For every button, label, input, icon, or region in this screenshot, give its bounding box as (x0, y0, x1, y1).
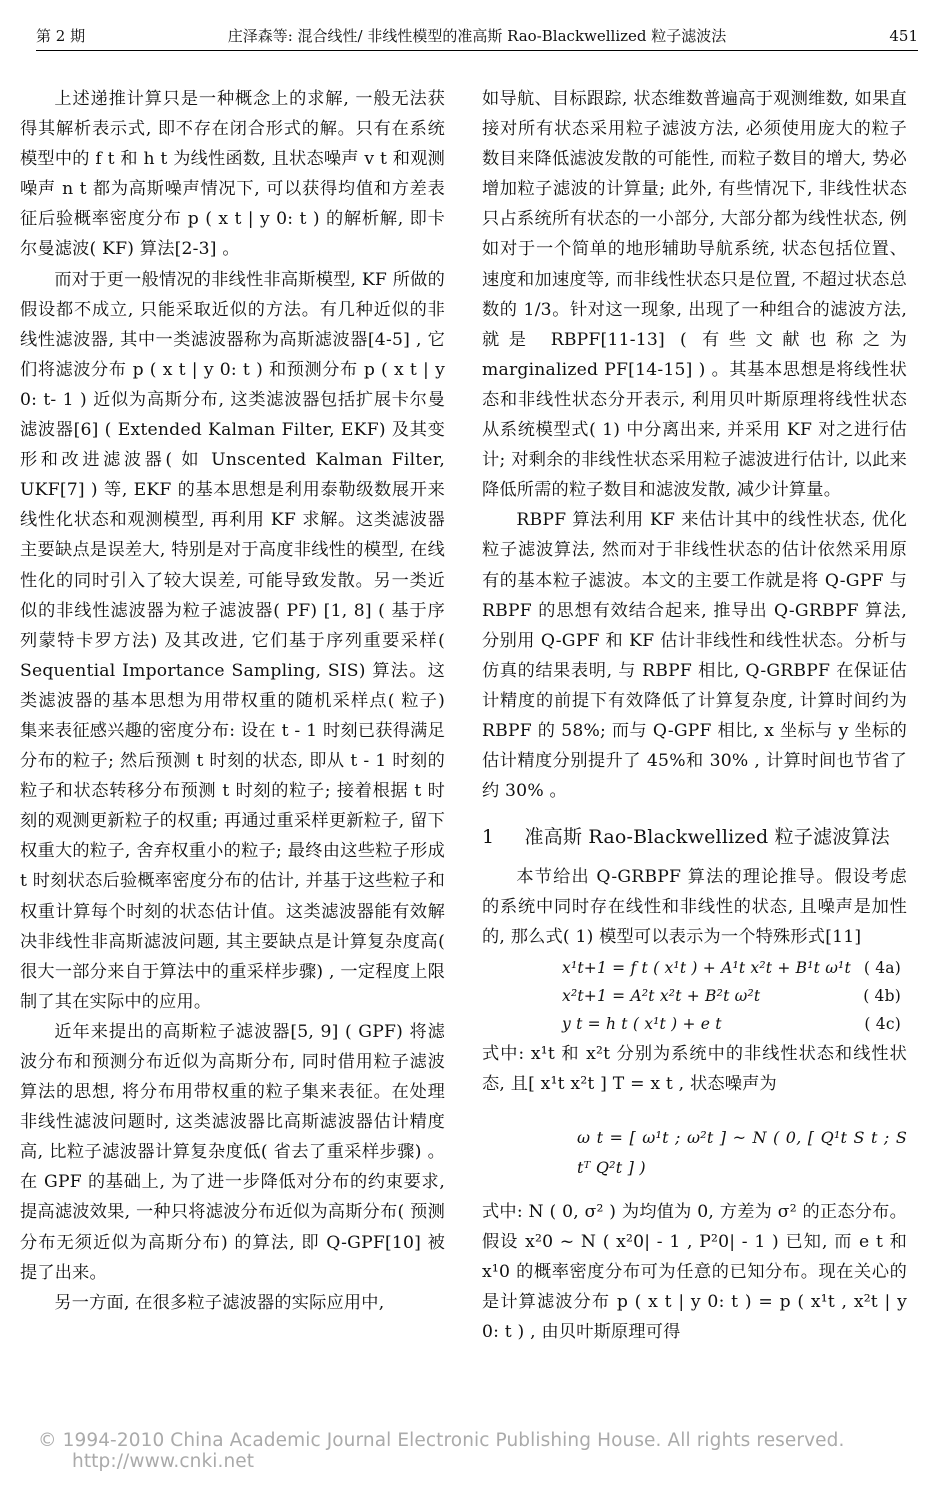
section-heading (482, 822, 907, 852)
left-column (20, 84, 445, 1318)
paragraph: 本节给出 Q-GRBPF 算法的理论推导。假设考虑的系统中同时存在线性和非线性的状态, 且噪声是加性的, 那么式( 1) 模型可以表示为一个特殊形式[11] (482, 867, 907, 948)
noise-equation: ω t = [ ω¹t ; ω²t ] ~ N ( 0, [ Q¹t S t ; S tᵀ Q²t ] ) (577, 1127, 907, 1177)
paragraph: 而对于更一般情况的非线性非高斯模型, KF 所做的假设都不成立, 只能采取近似的方法。有几种近似的非线性滤波器, 其中一类滤波器称为高斯滤波器[4-5] , 它们将滤波分布 p ( x t | y 0: t ) 和预测分布 p ( x t | y 0: t- 1 ) 近似为高斯分布, 这类滤波器包括扩展卡尔曼滤波器[6] ( Extended Kalman Filter, EKF) 及其变形和改进滤波器( 如 Unscented Kalman Filter, UKF[7] ) 等, EKF 的基本思想是利用泰勒级数展开来线性化状态和观测模型, 再利用 KF 求解。这类滤波器主要缺点是误差大, 特别是对于高度非线性的模型, 在线性化的同时引入了较大误差, 可能导致发散。另一类近似的非线性滤波器为粒子滤波器( PF) [1, 8] ( 基于序列蒙特卡罗方法) 及其改进, 它们基于序列重要采样( Sequential Importance Sampling, SIS) 算法。这类滤波器的基本思想为用带权重的随机采样点( 粒子) 集来表征感兴趣的密度分布: 设在 t - 1 时刻已获得满足分布的粒子; 然后预测 t 时刻的状态, 即从 t - 1 时刻的粒子和状态转移分布预测 t 时刻的粒子; 接着根据 t 时刻的观测更新粒子的权重; 再通过重采样更新粒子, 留下权重大的粒子, 舍弃权重小的粒子; 最终由这些粒子形成 t 时刻状态后验概率密度分布的估计, 并基于这些粒子和权重计算每个时刻的状态估计值。这类滤波器能有效解决非线性非高斯滤波问题, 其主要缺点是计算复杂度高( 很大一部分来自于算法中的重采样步骤) , 一定程度上限制了其在实际中的应用。 (20, 269, 445, 1012)
section-title: 准高斯 Rao-Blackwellized 粒子滤波算法 (524, 826, 890, 849)
paragraph: 式中: x¹t 和 x²t 分别为系统中的非线性状态和线性状态, 且[ x¹t x²t ] T = x t , 状态噪声为 (482, 1043, 907, 1094)
paragraph: 上述递推计算只是一种概念上的求解, 一般无法获得其解析表示式, 即不存在闭合形式的解。只有在系统模型中的 f t 和 h t 为线性函数, 且状态噪声 v t 和观测噪声 n t 都为高斯噪声情况下, 可以获得均值和方差表征后验概率密度分布 p ( x t | y 0: t ) 的解析解, 即卡尔曼滤波( KF) 算法[2-3] 。 (20, 89, 445, 260)
right-column (482, 84, 907, 1347)
issue-label: 第 2 期 (36, 27, 86, 45)
equation-4b: x²t+1 = A²t x²t + B²t ω²t ( 4b) (562, 986, 901, 1005)
running-title: 庄泽森等: 混合线性/ 非线性模型的准高斯 Rao-Blackwellized 粒子滤波法 (227, 27, 727, 45)
paragraph: 式中: N ( 0, σ² ) 为均值为 0, 方差为 σ² 的正态分布。假设 x²0 ~ N ( x²0| - 1 , P²0| - 1 ) 已知, 而 e t 和 x¹0 的概率密度分布可为任意的已知分布。现在关心的是计算滤波分布 p ( x t | y 0: t ) = p ( x¹t , x²t | y 0: t ) , 由贝叶斯原理可得 (482, 1201, 907, 1343)
copyright-footer (38, 1430, 942, 1472)
copyright-text: © 1994-2010 China Academic Journal Electronic Publishing House. All rights reserved. (38, 1430, 845, 1451)
paragraph: 另一方面, 在很多粒子滤波器的实际应用中, (54, 1292, 385, 1313)
equation-4c: y t = h t ( x¹t ) + e t ( 4c) (562, 1014, 901, 1033)
equation-4a: x¹t+1 = f t ( x¹t ) + A¹t x²t + B¹t ω¹t ( 4a) (562, 958, 901, 977)
section-number: 1 (482, 826, 495, 849)
running-header (36, 22, 918, 51)
paragraph: 近年来提出的高斯粒子滤波器[5, 9] ( GPF) 将滤波分布和预测分布近似为高斯分布, 同时借用粒子滤波算法的思想, 将分布用带权重的粒子集来表征。在处理非线性滤波问题时, 这类滤波器比高斯滤波器估计精度高, 比粒子滤波器计算复杂度低( 省去了重采样步骤) 。在 GPF 的基础上, 为了进一步降低对分布的约束要求, 提高滤波效果, 一种只将滤波分布近似为高斯分布( 预测分布无须近似为高斯分布) 的算法, 即 Q-GPF[10] 被提了出来。 (20, 1021, 445, 1283)
paragraph: RBPF 算法利用 KF 来估计其中的线性状态, 优化粒子滤波算法, 然而对于非线性状态的估计依然采用原有的基本粒子滤波。本文的主要工作就是将 Q-GPF 与 RBPF 的思想有效结合起来, 推导出 Q-GRBPF 算法, 分别用 Q-GPF 和 KF 估计非线性和线性状态。分析与仿真的结果表明, 与 RBPF 相比, Q-GRBPF 在保证估计精度的前提下有效降低了计算复杂度, 计算时间约为 RBPF 的 58%; 而与 Q-GPF 相比, x 坐标与 y 坐标的估计精度分别提升了 45%和 30% , 计算时间也节省了约 30% 。 (482, 510, 907, 802)
paragraph: 如导航、目标跟踪, 状态维数普遍高于观测维数, 如果直接对所有状态采用粒子滤波方法, 必须使用庞大的粒子数目来降低滤波发散的可能性, 而粒子数目的增大, 势必增加粒子滤波的计算量; 此外, 有些情况下, 非线性状态只占系统所有状态的一小部分, 大部分都为线性状态, 例如对于一个简单的地形辅助导航系统, 状态包括位置、速度和加速度等, 而非线性状态只是位置, 不超过状态总数的 1/3。针对这一现象, 出现了一种组合的滤波方法, 就是 RBPF[11-13] ( 有些文献也称之为 marginalized PF[14-15] ) 。其基本思想是将线性状态和非线性状态分开表示, 利用贝叶斯原理将线性状态从系统模型式( 1) 中分离出来, 并采用 KF 对之进行估计; 对剩余的非线性状态采用粒子滤波进行估计, 以此来降低所需的粒子数目和滤波发散, 减少计算量。 (482, 89, 907, 501)
footer-url[interactable]: http://www.cnki.net (72, 1451, 255, 1472)
page-number: 451 (889, 27, 918, 45)
